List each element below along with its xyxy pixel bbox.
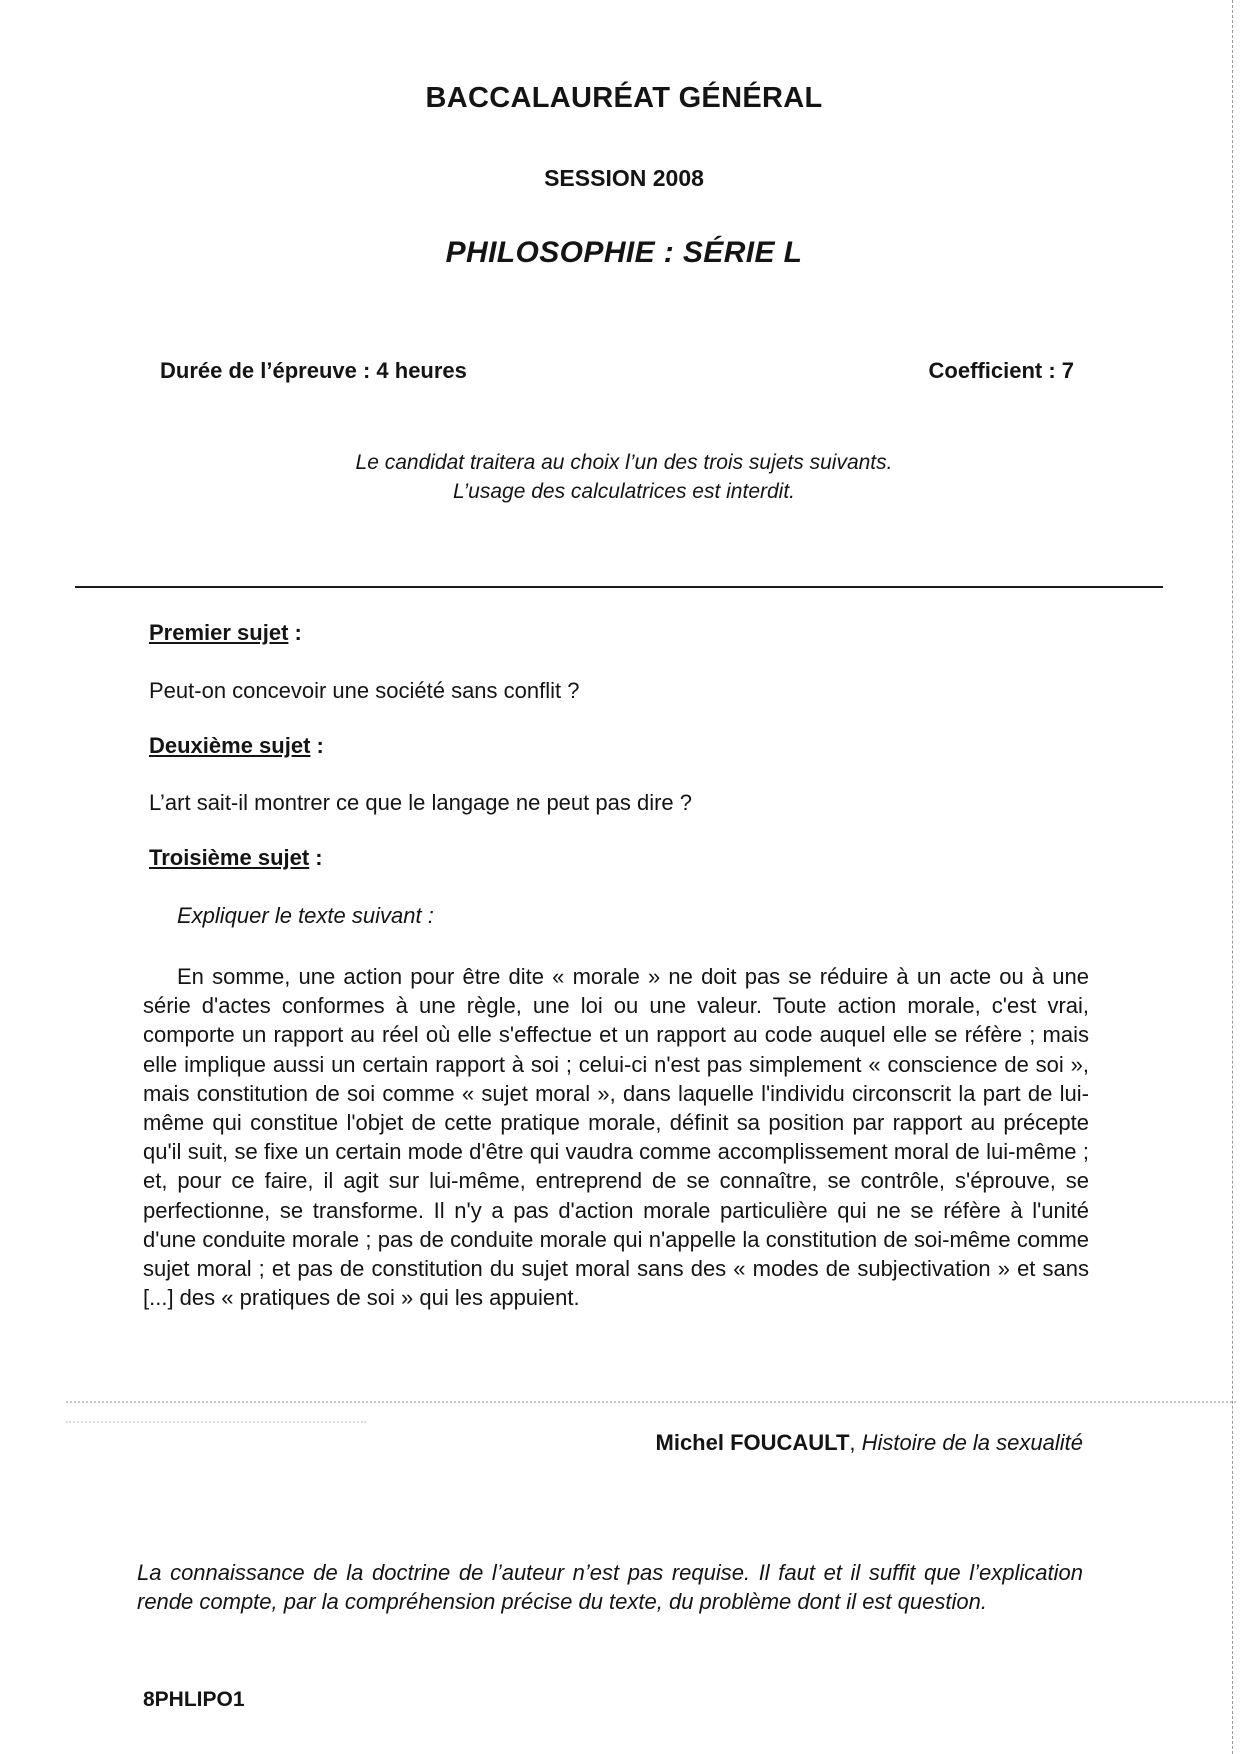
- text-passage: En somme, une action pour être dite « morale » ne doit pas se réduire à un acte ou à une série d'actes conformes à une règle, une loi ou une valeur. Toute action morale, c'est vrai, comporte un rapport au réel où elle s'effectue et un rapport au code auquel elle se réfère ; mais elle implique aussi un certain rapport à soi ; celui-ci n'est pas simplement « conscience de soi », mais constitution de soi comme « sujet moral », dans laquelle l'individu circonscrit la part de lui-même qui constitue l'objet de cette pratique morale, définit sa position par rapport au précepte qu'il suit, se fixe un certain mode d'être qui vaudra comme accomplissement moral de lui-même ; et, pour ce faire, il agit sur lui-même, entreprend de se connaître, se contrôle, s'éprouve, se perfectionne, se transforme. Il n'y a pas d'action morale particulière qui ne se réfère à l'unité d'une conduite morale ; pas de conduite morale qui n'appelle la constitution de soi-même comme sujet moral ; et pas de constitution du sujet moral sans des « modes de subjectivation » et sans [...] des « pratiques de soi » qui les appuient.: [143, 964, 1089, 1311]
- instructions: [0, 448, 1248, 506]
- third-sujet-heading: [149, 845, 323, 871]
- instruction-line: Le candidat traitera au choix l’un des trois sujets suivants.: [355, 451, 893, 474]
- dotted-separator: [66, 1401, 1236, 1403]
- heading-label: Troisième sujet: [149, 845, 310, 870]
- third-sujet-instruction: Expliquer le texte suivant :: [177, 903, 434, 928]
- exam-code: 8PHLIPO1: [143, 1688, 245, 1711]
- first-sujet-heading: [149, 620, 302, 646]
- heading-label: Premier sujet: [149, 620, 289, 645]
- heading-label: Deuxième sujet: [149, 733, 311, 758]
- session-label: SESSION 2008: [544, 165, 704, 191]
- passage-attribution: [656, 1430, 1084, 1456]
- work-title: Histoire de la sexualité: [861, 1430, 1083, 1455]
- dotted-separator: [66, 1421, 366, 1423]
- footer-note: La connaissance de la doctrine de l’auteur n’est pas requise. Il faut et il suffit que l’explication rende compte, par la compréhension précise du texte, du problème dont il est question.: [137, 1560, 1083, 1614]
- subject-title: PHILOSOPHIE : SÉRIE L: [445, 236, 803, 269]
- heading-colon: :: [288, 620, 302, 645]
- exam-title: BACCALAURÉAT GÉNÉRAL: [425, 82, 823, 114]
- second-sujet-heading: [149, 733, 324, 759]
- exam-coefficient: Coefficient : 7: [928, 358, 1074, 383]
- attribution-separator: ,: [849, 1430, 862, 1455]
- separator-rule: [75, 586, 1163, 588]
- heading-colon: :: [309, 845, 323, 870]
- instruction-line: L’usage des calculatrices est interdit.: [452, 480, 796, 503]
- second-sujet-question: L’art sait-il montrer ce que le langage ne peut pas dire ?: [149, 790, 692, 815]
- exam-duration: Durée de l’épreuve : 4 heures: [160, 358, 467, 383]
- author-name: Michel FOUCAULT: [655, 1430, 850, 1455]
- first-sujet-question: Peut-on concevoir une société sans conflit ?: [149, 678, 580, 703]
- heading-colon: :: [310, 733, 324, 758]
